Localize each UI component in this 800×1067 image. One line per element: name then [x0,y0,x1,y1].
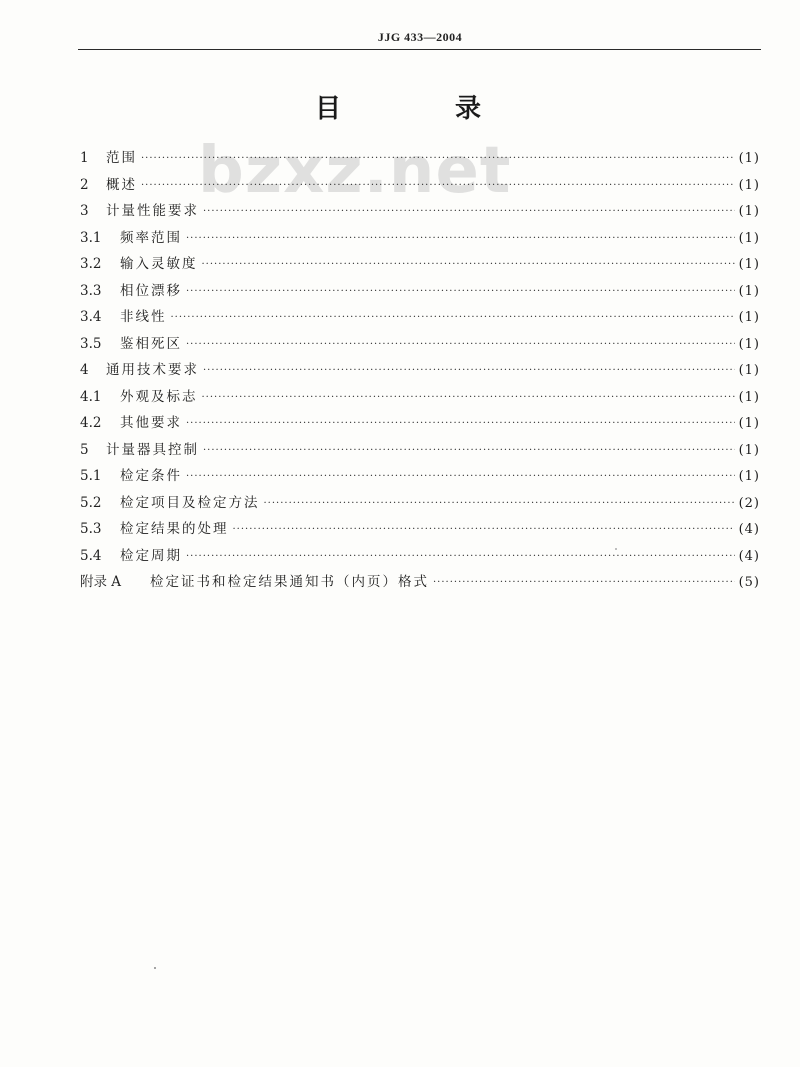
page-title: 目 录 [314,94,525,124]
toc-entry-title: 检定条件 [120,468,182,484]
dot-leader [186,226,735,253]
toc-entry-page: (5) [738,575,760,590]
toc-entry-page: (1) [738,363,760,378]
dot-leader [141,173,735,200]
header-rule [78,49,761,50]
toc-entry-appendix-a[interactable] [80,569,760,596]
toc-entry-page: (4) [738,522,760,537]
toc-entry-page: (1) [738,389,760,405]
dot-leader [433,570,735,597]
toc-entry-title: 鉴相死区 [120,335,182,352]
toc-entry-number: 5 [80,441,89,458]
toc-entry-5-4[interactable] [80,543,760,570]
toc-entry-3-1[interactable] [80,225,760,252]
toc-entry-title: 非线性 [120,309,167,325]
standard-code: JJG 433—2004 [377,30,463,44]
toc-entry-number: 附录 A [80,574,122,590]
toc-entry-page: (1) [738,283,760,299]
dot-leader [141,146,735,173]
toc-entry-page: (1) [738,469,760,484]
toc-entry-number: 4 [80,362,89,378]
toc-entry-page: (1) [738,151,760,166]
dot-leader [186,544,735,571]
toc-entry-title: 外观及标志 [120,388,198,405]
dot-leader [202,252,735,279]
dot-leader [203,358,735,385]
toc-entry-3[interactable] [80,198,760,225]
toc-entry-number: 4.2 [80,415,102,431]
dot-leader [186,279,735,306]
toc-entry-title: 通用技术要求 [106,362,199,378]
dot-leader [233,517,735,544]
toc-entry-4[interactable] [80,357,760,384]
toc-entry-5-2[interactable] [80,490,760,517]
table-of-contents [80,145,760,596]
toc-entry-number: 5.1 [80,468,102,484]
toc-entry-1[interactable] [80,145,760,172]
toc-entry-page: (1) [738,442,760,458]
dot-leader [203,438,735,465]
toc-entry-page: (1) [738,416,760,431]
toc-entry-title: 输入灵敏度 [120,256,198,272]
toc-entry-title: 概述 [106,176,137,193]
toc-entry-number: 5.2 [80,494,102,511]
toc-entry-title: 范围 [106,150,137,166]
toc-entry-page: (2) [738,495,760,511]
toc-entry-page: (1) [738,310,760,325]
toc-entry-3-4[interactable] [80,304,760,331]
toc-entry-5[interactable] [80,437,760,464]
dot-leader [264,491,735,518]
scan-speck [615,548,617,550]
dot-leader [186,464,735,491]
toc-entry-3-5[interactable] [80,331,760,358]
toc-entry-title: 频率范围 [120,229,182,246]
toc-entry-title: 检定项目及检定方法 [120,494,260,511]
toc-entry-number: 2 [80,176,89,193]
toc-entry-2[interactable] [80,172,760,199]
toc-entry-page: (4) [738,548,760,564]
toc-entry-3-3[interactable] [80,278,760,305]
toc-entry-4-1[interactable] [80,384,760,411]
toc-entry-page: (1) [738,257,760,272]
toc-entry-4-2[interactable] [80,410,760,437]
toc-entry-page: (1) [738,336,760,352]
dot-leader [186,332,735,359]
toc-entry-number: 1 [80,150,89,166]
toc-entry-title: 其他要求 [120,415,182,431]
toc-entry-number: 3.4 [80,309,102,325]
toc-entry-number: 5.3 [80,521,102,537]
toc-entry-title: 相位漂移 [120,282,182,299]
toc-entry-title: 检定证书和检定结果通知书（内页）格式 [150,574,429,590]
scan-speck [154,967,156,969]
toc-entry-title: 计量器具控制 [106,441,199,458]
toc-entry-title: 检定周期 [120,547,182,564]
dot-leader [203,199,735,226]
toc-entry-title: 检定结果的处理 [120,521,229,537]
toc-entry-page: (1) [738,230,760,246]
toc-entry-number: 4.1 [80,388,102,405]
toc-entry-number: 3.3 [80,282,102,299]
toc-entry-number: 3.2 [80,256,102,272]
dot-leader [202,385,735,412]
toc-entry-3-2[interactable] [80,251,760,278]
toc-entry-number: 3 [80,203,89,219]
toc-entry-title: 计量性能要求 [106,203,199,219]
dot-leader [186,411,735,438]
toc-entry-number: 5.4 [80,547,102,564]
toc-entry-number: 3.5 [80,335,102,352]
toc-entry-number: 3.1 [80,229,102,246]
toc-entry-page: (1) [738,177,760,193]
toc-entry-5-1[interactable] [80,463,760,490]
toc-entry-page: (1) [738,204,760,219]
watermark: bzxz.net [198,134,512,208]
dot-leader [171,305,735,332]
toc-entry-5-3[interactable] [80,516,760,543]
